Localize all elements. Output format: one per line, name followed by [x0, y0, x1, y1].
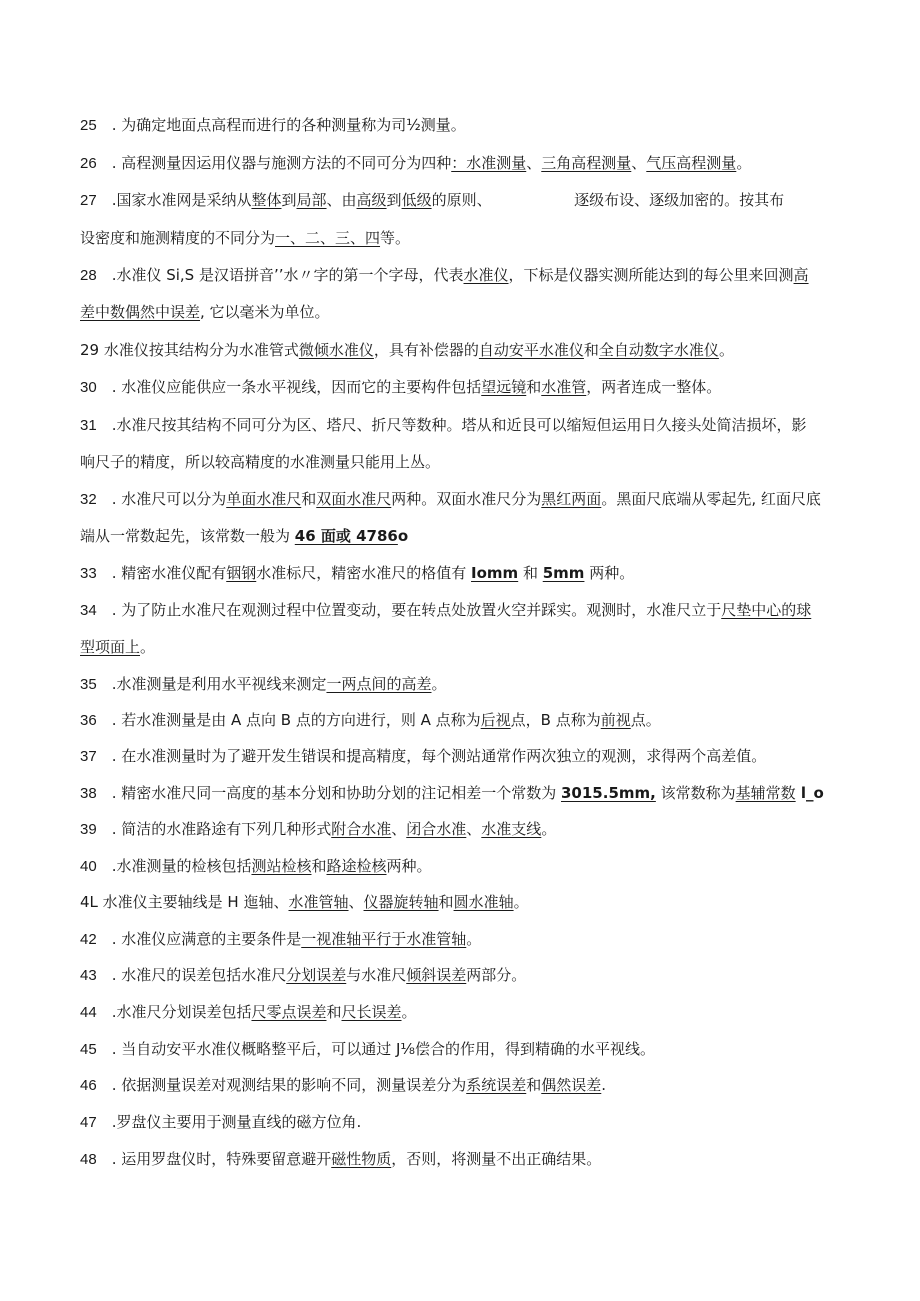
underlined-answer: 一两点间的高差: [326, 675, 432, 693]
underlined-answer: 偶然误差: [541, 1076, 602, 1094]
underlined-answer: 磁性物质: [331, 1150, 392, 1168]
text-segment: ，否则，将测量不出正确结果。: [391, 1150, 602, 1168]
underlined-answer: 差中数偶然中误差: [80, 303, 201, 321]
item-number: 32: [80, 491, 97, 508]
underlined-answer: 基辅常数: [735, 784, 796, 802]
underlined-answer: 型项面上: [80, 638, 141, 656]
text-line: [80, 265, 840, 286]
underlined-answer: 全自动数字水准仪: [598, 341, 719, 359]
item-number: 26: [80, 155, 97, 172]
text-segment: . 为了防止水准尺在观测过程中位置变动，要在转点处放置火空并踩实。观测时，水准尺立于: [96, 601, 722, 619]
underlined-answer: 倾斜误差: [406, 966, 467, 984]
text-line: [80, 1075, 840, 1096]
text-segment: .水准测量的检核包括: [96, 857, 252, 875]
text-segment: .水准仪 Si,S 是汉语拼音’’水〃字的第一个字母，代表: [96, 266, 464, 284]
text-segment: 端从一常数起先，该常数一般为: [80, 527, 295, 545]
item-number: 42: [80, 931, 97, 948]
underlined-answer: 水准管轴: [288, 893, 349, 911]
text-line: [80, 1112, 840, 1133]
item-number: 39: [80, 821, 97, 838]
underlined-answer: 铟钢: [226, 564, 257, 582]
text-segment: . 简洁的水准路途有下列几种形式: [96, 820, 332, 838]
underlined-answer: 三角高程测量: [541, 154, 632, 172]
text-line: [80, 856, 840, 877]
text-segment: .水准尺按其结构不同可分为区、塔尺、折尺等数种。塔从和近艮可以缩短但运用日久接头处简洁损坏，影: [96, 416, 807, 434]
text-segment: 两种。双面水准尺分为: [391, 490, 542, 508]
underlined-answer: 尺零点误差: [251, 1003, 327, 1021]
item-number: 28: [80, 267, 97, 284]
text-line: [80, 153, 840, 174]
underlined-answer: 尺长误差: [341, 1003, 402, 1021]
text-segment: 29 水准仪按其结构分为水准管式: [80, 341, 299, 359]
underlined-answer: 低级: [401, 191, 432, 209]
text-segment: 、: [466, 820, 482, 838]
text-segment: . 若水准测量是由 A 点向 B 点的方向进行，则 A 点称为: [96, 711, 481, 729]
text-segment: 。: [541, 820, 557, 838]
text-line: [80, 190, 840, 211]
text-line: [80, 489, 840, 510]
text-segment: 与水准尺: [346, 966, 407, 984]
text-segment: 、: [526, 154, 542, 172]
text-line: [80, 452, 840, 472]
text-segment: 该常数称为: [655, 784, 736, 802]
underlined-answer: 单面水准尺: [226, 490, 302, 508]
underlined-answer: 微倾水准仪: [298, 341, 374, 359]
text-segment: . 运用罗盘仪时，特殊要留意避开: [96, 1150, 332, 1168]
underlined-answer: 测站检核: [251, 857, 312, 875]
text-segment: 。: [718, 341, 734, 359]
text-segment: . 精密水准尺同一高度的基本分划和协助分划的注记相差一个常数为: [96, 784, 561, 802]
text-line: [80, 563, 840, 584]
text-line: [80, 892, 840, 912]
item-number: 35: [80, 676, 97, 693]
text-line: [80, 783, 840, 804]
underlined-answer: 水准支线: [481, 820, 542, 838]
text-segment: 和: [526, 378, 542, 396]
underlined-answer: 局部: [296, 191, 327, 209]
underlined-answer: 双面水准尺: [316, 490, 392, 508]
text-segment: 的原则、 逐级布设、逐级加密的。按其布: [431, 191, 785, 209]
item-number: 30: [80, 379, 97, 396]
text-line: [80, 415, 840, 436]
text-line: [80, 228, 840, 248]
item-number: 48: [80, 1151, 97, 1168]
text-segment: 和: [438, 893, 454, 911]
text-line: [80, 600, 840, 621]
text-segment: 、: [391, 820, 407, 838]
text-segment: 到: [386, 191, 402, 209]
text-segment: 点。: [630, 711, 661, 729]
item-number: 45: [80, 1041, 97, 1058]
underlined-answer: 整体: [251, 191, 282, 209]
text-segment: o: [397, 527, 409, 545]
text-segment: 和: [326, 1003, 342, 1021]
underlined-answer: 仪器旋转轴: [363, 893, 439, 911]
text-line: [80, 526, 840, 546]
item-number: 33: [80, 565, 97, 582]
text-segment: . 水准仪应能供应一条水平视线，因而它的主要构件包括: [96, 378, 482, 396]
underlined-answer: 气压高程测量: [646, 154, 737, 172]
underlined-answer: Iomm: [471, 564, 519, 582]
underlined-answer: 前视: [600, 711, 631, 729]
text-segment: 和: [526, 1076, 542, 1094]
underlined-answer: 水准管: [541, 378, 587, 396]
item-number: 47: [80, 1114, 97, 1131]
text-segment: . 高程测量因运用仪器与施测方法的不同可分为四种: [96, 154, 452, 172]
text-line: [80, 1149, 840, 1170]
item-number: 27: [80, 192, 97, 209]
underlined-answer: 路途检核: [326, 857, 387, 875]
underlined-answer: 尺垫中心的球: [721, 601, 812, 619]
underlined-answer: 一、二、三、四: [275, 229, 381, 247]
text-segment: 。: [513, 893, 529, 911]
item-number: 25: [80, 117, 97, 134]
underlined-answer: 圆水准轴: [453, 893, 514, 911]
text-segment: ，两者连成一整体。: [586, 378, 722, 396]
item-number: 37: [80, 748, 97, 765]
text-line: [80, 674, 840, 695]
text-segment: 和: [311, 857, 327, 875]
text-segment: 和: [583, 341, 599, 359]
underlined-answer: 一视准轴平行于水准管轴: [301, 930, 467, 948]
text-segment: 。: [736, 154, 752, 172]
underlined-answer: 46 面或 4786: [294, 527, 398, 545]
underlined-answer: 高: [793, 266, 809, 284]
text-segment: 。: [401, 1003, 417, 1021]
text-segment: 两部分。: [466, 966, 527, 984]
item-number: 34: [80, 602, 97, 619]
text-segment: 到: [281, 191, 297, 209]
text-segment: .水准测量是利用水平视线来测定: [96, 675, 327, 693]
text-line: [80, 1039, 840, 1060]
text-segment: 、: [348, 893, 364, 911]
text-segment: . 水准尺的误差包括水准尺: [96, 966, 287, 984]
text-segment: 。: [431, 675, 447, 693]
underlined-answer: 系统误差: [466, 1076, 527, 1094]
item-number: 40: [80, 858, 97, 875]
text-line: [80, 115, 840, 136]
text-line: [80, 929, 840, 950]
text-segment: ，具有补偿器的: [373, 341, 479, 359]
text-segment: .罗盘仪主要用于测量直线的磁方位角.: [96, 1113, 362, 1131]
text-segment: 。: [140, 638, 156, 656]
underlined-answer: 5mm: [542, 564, 585, 582]
item-number: 36: [80, 712, 97, 729]
underlined-answer: 望远镜: [481, 378, 527, 396]
text-segment: . 依据测量误差对观测结果的影响不同，测量误差分为: [96, 1076, 467, 1094]
text-segment: ，下标是仪器实测所能达到的每公里来回测: [508, 266, 794, 284]
text-segment: 水准标尺，精密水准尺的格值有: [256, 564, 472, 582]
text-segment: .国家水准网是采纳从: [96, 191, 252, 209]
text-line: [80, 340, 840, 360]
item-number: 38: [80, 785, 97, 802]
text-segment: l_o: [795, 784, 824, 802]
text-line: [80, 302, 840, 322]
underlined-answer: 水准仪: [463, 266, 509, 284]
text-segment: 。: [466, 930, 482, 948]
text-segment: .: [601, 1076, 607, 1094]
underlined-answer: 闭合水准: [406, 820, 467, 838]
underlined-answer: 后视: [480, 711, 511, 729]
underlined-answer: 黑红两面: [541, 490, 602, 508]
underlined-answer: ：水准测量: [451, 154, 527, 172]
text-line: [80, 710, 840, 731]
text-line: [80, 746, 840, 767]
text-segment: . 精密水准仪配有: [96, 564, 227, 582]
text-segment: .水准尺分划误差包括: [96, 1003, 252, 1021]
underlined-answer: 高级: [356, 191, 387, 209]
text-segment: . 在水准测量时为了避开发生错误和提高精度，每个测站通常作两次独立的观测，求得两个高差值。: [96, 747, 767, 765]
underlined-answer: 分划误差: [286, 966, 347, 984]
item-number: 31: [80, 417, 97, 434]
text-segment: 和: [518, 564, 543, 582]
underlined-answer: 附合水准: [331, 820, 392, 838]
text-segment: . 当自动安平水准仪概略整平后，可以通过 J⅛偿合的作用，得到精确的水平视线。: [96, 1040, 655, 1058]
text-segment: 。黑面尺底端从零起先, 红面尺底: [601, 490, 821, 508]
text-segment: . 水准尺可以分为: [96, 490, 227, 508]
text-segment: . 水准仪应满意的主要条件是: [96, 930, 302, 948]
text-segment: 等。: [380, 229, 411, 247]
text-segment: 和: [301, 490, 317, 508]
text-line: [80, 1002, 840, 1023]
text-line: [80, 637, 840, 657]
text-segment: , 它以毫米为单位。: [200, 303, 330, 321]
text-segment: 4L 水准仪主要轴线是 H 迤轴、: [80, 893, 289, 911]
item-number: 46: [80, 1077, 97, 1094]
text-line: [80, 965, 840, 986]
text-line: [80, 377, 840, 398]
underlined-answer: 自动安平水准仪: [478, 341, 584, 359]
item-number: 43: [80, 967, 97, 984]
underlined-answer: 3015.5mm,: [561, 784, 656, 802]
text-segment: . 为确定地面点高程而进行的各种测量称为司½测量。: [96, 116, 466, 134]
text-segment: 两种。: [386, 857, 432, 875]
text-segment: 、: [631, 154, 647, 172]
text-segment: 、由: [326, 191, 357, 209]
text-segment: 两种。: [584, 564, 635, 582]
text-segment: 点，B 点称为: [510, 711, 601, 729]
text-line: [80, 819, 840, 840]
text-segment: 响尺子的精度，所以较高精度的水准测量只能用上丛。: [80, 453, 441, 471]
item-number: 44: [80, 1004, 97, 1021]
text-segment: 设密度和施测精度的不同分为: [80, 229, 276, 247]
